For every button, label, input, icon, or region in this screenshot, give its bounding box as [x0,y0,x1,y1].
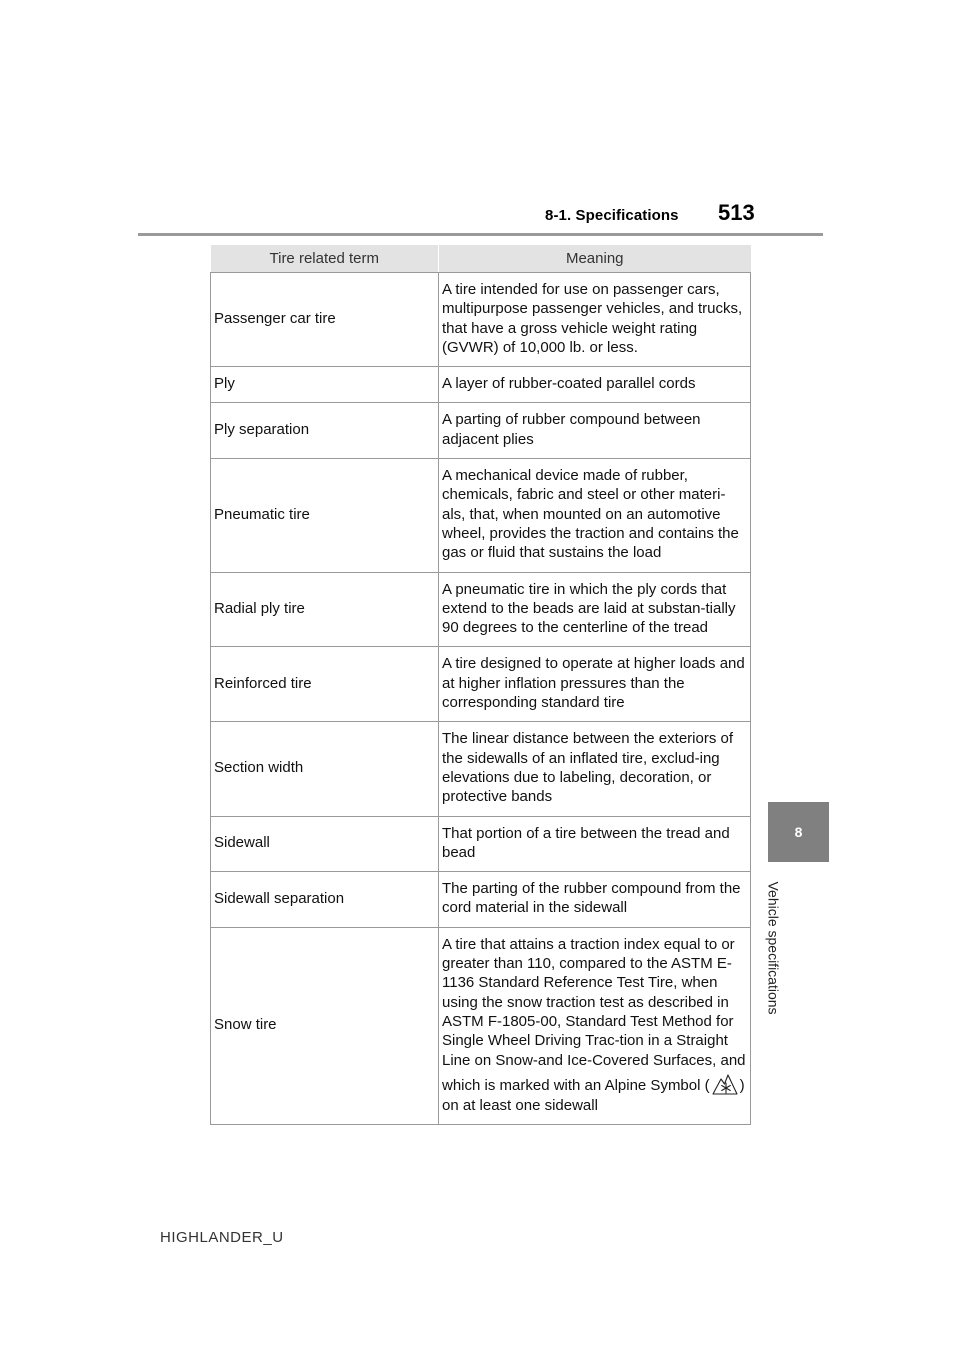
term-cell: Sidewall separation [211,872,439,928]
table-header-row [211,245,751,273]
column-header-meaning: Meaning [439,245,751,273]
term-cell: Ply separation [211,403,439,459]
term-cell: Pneumatic tire [211,459,439,572]
term-cell: Passenger car tire [211,273,439,367]
page-number: 513 [718,200,755,225]
table-row [211,367,751,403]
term-cell: Ply [211,367,439,403]
footer-model: HIGHLANDER_U [160,1229,284,1246]
meaning-cell: A parting of rubber compound between adjacent plies [439,403,751,459]
meaning-text: A tire that attains a traction index equal to or greater than 110, compared to the ASTM E-1136 Standard Reference Test Tire, when using the snow traction test as described in ASTM F-1805-00, Standard Test Method for Single Wheel Driving Trac-tion in a Straight Line on Snow-and Ice-Covered Surfaces, and which is marked with an Alpine Symbol ( [442,935,746,1094]
tire-terms-table [210,245,751,1125]
term-cell: Radial ply tire [211,572,439,647]
chapter-title: Vehicle specifications [766,881,783,1015]
table-row [211,816,751,872]
section-title: 8-1. Specifications [545,207,679,224]
meaning-cell: A tire designed to operate at higher loads and at higher inflation pressures than the corresponding standard tire [439,647,751,722]
meaning-cell [439,927,751,1124]
table-row [211,572,751,647]
meaning-cell: That portion of a tire between the tread and bead [439,816,751,872]
term-cell: Reinforced tire [211,647,439,722]
table-row [211,273,751,367]
meaning-cell: The parting of the rubber compound from the cord material in the sidewall [439,872,751,928]
meaning-cell: A layer of rubber-coated parallel cords [439,367,751,403]
meaning-text: ) on at least one sidewall [442,1076,745,1114]
table-row [211,459,751,572]
table-row [211,722,751,816]
term-cell: Snow tire [211,927,439,1124]
term-cell: Section width [211,722,439,816]
meaning-cell: A mechanical device made of rubber, chemicals, fabric and steel or other materi-als, that, when mounted on an automotive wheel, provides the traction and contains the gas or fluid that sustains the load [439,459,751,572]
term-cell: Sidewall [211,816,439,872]
table-row [211,927,751,1124]
chapter-tab [768,802,829,862]
alpine-symbol-icon [712,1070,738,1096]
header-divider [138,233,823,236]
meaning-cell: A pneumatic tire in which the ply cords that extend to the beads are laid at substan-tially 90 degrees to the centerline of the tread [439,572,751,647]
chapter-label [754,868,794,1028]
table-row [211,403,751,459]
table-row [211,872,751,928]
column-header-term: Tire related term [211,245,439,273]
table-row [211,647,751,722]
meaning-cell: A tire intended for use on passenger cars, multipurpose passenger vehicles, and trucks, that have a gross vehicle weight rating (GVWR) of 10,000 lb. or less. [439,273,751,367]
meaning-cell: The linear distance between the exteriors of the sidewalls of an inflated tire, exclud-ing elevations due to labeling, decoration, or protective bands [439,722,751,816]
chapter-number: 8 [794,824,803,840]
